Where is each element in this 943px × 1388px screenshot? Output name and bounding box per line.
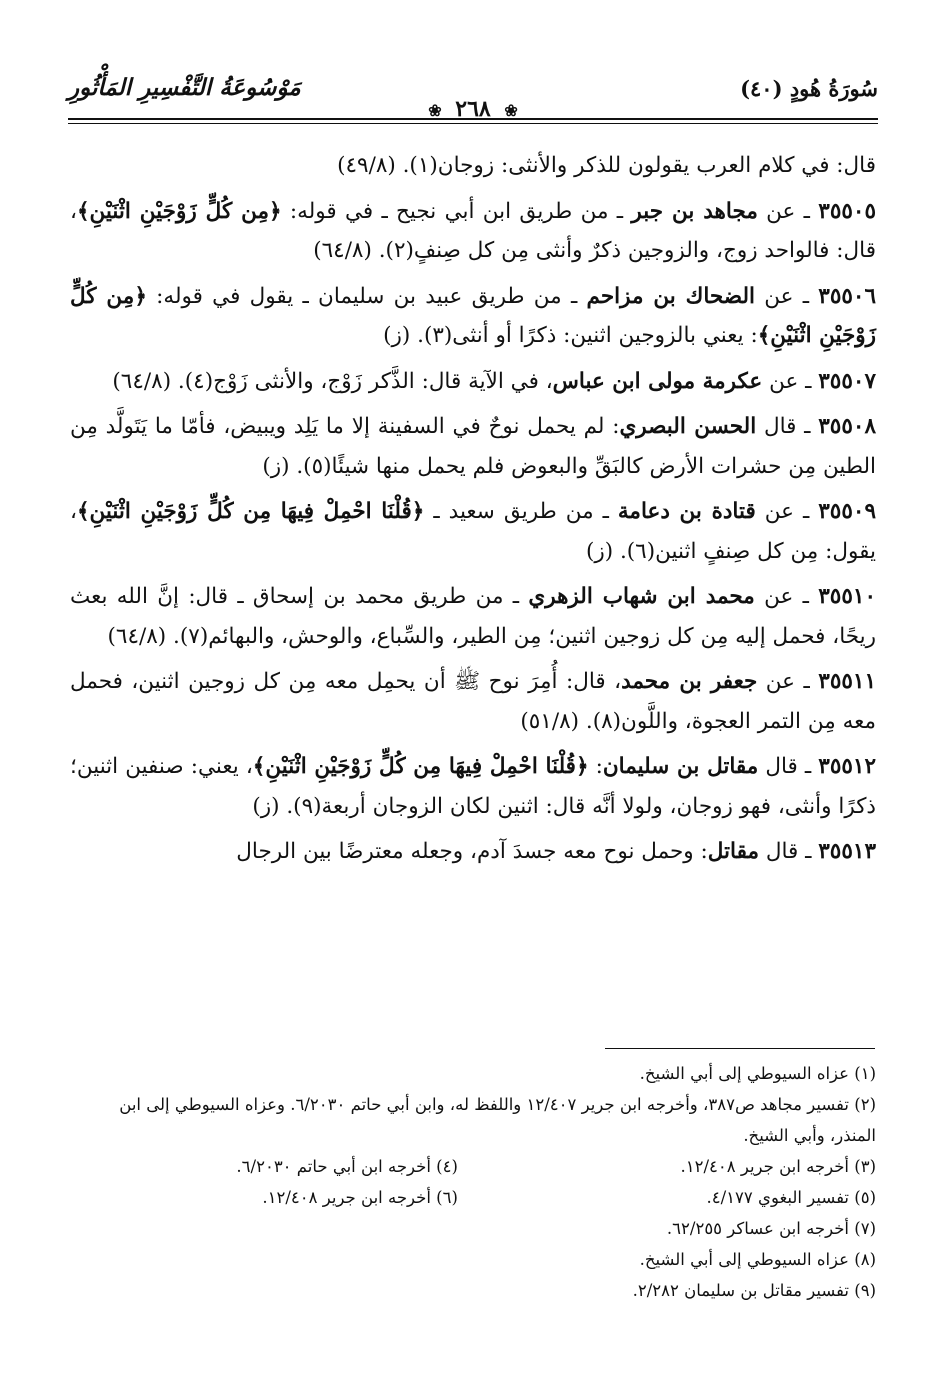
footnote: (٣) أخرجه ابن جرير ١٢/٤٠٨. [680,1157,876,1176]
narration-number: ٣٥٥٠٩ [818,499,876,524]
text: ـ من طريق سعيد ـ [424,499,618,524]
paragraph-text: قال: في كلام العرب يقولون للذكر والأنثى: زوجان(١). [395,153,876,178]
text: ، قال: فالواحد زوج، والزوجين ذكرٌ وأنثى مِن كل صِنفٍ(٢). [70,198,876,263]
narration-number: ٣٥٥١٠ [818,584,876,609]
narration-number: ٣٥٥٠٧ [818,368,876,394]
narrator-name: الضحاك بن مزاحم [586,283,755,309]
text: ـ عن [757,198,819,224]
narration-number: ٣٥٥١١ [818,669,877,694]
footnote: (٢) تفسير مجاهد ص٣٨٧، وأخرجه ابن جرير ١٢/٤٠٧ واللفظ له، وابن أبي حاتم ٦/٢٠٣٠. وعزاه السيوطي إلى ابن المنذر، وأبي الشيخ. [119,1095,876,1145]
text: ـ عن [754,584,819,609]
volume-reference: (ز) [262,453,290,479]
ornament-icon: ❀ [504,101,518,120]
volume-reference: (ز) [383,323,411,348]
narration-35506 [70,277,876,356]
text: ـ عن [754,283,819,309]
text: : لم يحمل نوحٌ في السفينة إلا ما يَلِد ويبيض، فأمّا ما يَتَولَّد مِن الطين مِن حشرات الأرض كالبَقِّ والبعوض فلم يحمل منها شيئًا(٥). [70,414,876,479]
narration-35509 [70,492,876,571]
text: ـ من طريق محمد بن إسحاق ـ قال: إنَّ الله بعث ريحًا، فحمل إليه مِن كل زوجين اثنين؛ مِن الطير، والسِّباع، والوحش، والبهائم(٧). [70,584,876,649]
text: ـ من طريق عبيد بن سليمان ـ يقول في قوله: [146,283,587,309]
narration-35511 [70,662,876,741]
footnote: (١) عزاه السيوطي إلى أبي الشيخ. [639,1064,876,1083]
footnote: (٥) تفسير البغوي ٤/١٧٧. [706,1188,876,1207]
footnote: (٧) أخرجه ابن عساكر ٦٢/٢٥٥. [666,1219,876,1238]
narration-35508 [70,407,876,486]
text: ، يقول: مِن كل صِنفٍ اثنين(٦). [70,499,876,564]
text: : [588,754,603,779]
narrator-name: محمد ابن شهاب الزهري [528,584,755,609]
footnote-row [72,1151,876,1182]
narration-35513 [70,832,876,872]
text: ، قال: أُمِرَ نوح ﷺ أن يحمِل معه مِن كل زوجين اثنين، فحمل معه مِن التمر العجوة، واللَّون(٨). [70,669,876,734]
text: ـ قال [758,839,819,864]
narration-35512 [70,747,876,826]
narration-35505 [70,192,876,271]
narration-number: ٣٥٥١٣ [818,839,876,864]
narration-35510 [70,577,876,656]
volume-reference: (٦٤/٨) [112,368,172,394]
narration-35507 [70,362,876,402]
narration-number: ٣٥٥٠٥ [818,198,877,224]
main-text [70,146,876,878]
text: : وحمل نوح معه جسدَ آدم، وجعله معترضًا بين الرجال [236,839,708,864]
quran-quote: ﴿قُلْنَا احْمِلْ فِيهَا مِن كُلٍّ زَوْجَيْنِ اثْنَيْنِ﴾ [76,499,425,524]
text: ، يعني: صنفين اثنين؛ ذكرًا وأنثى، فهو زوجان، ولولا أنَّه قال: اثنين لكان الزوجان أربعة(٩). [70,754,876,819]
quran-quote: ﴿مِن كُلٍّ زَوْجَيْنِ اثْنَيْنِ﴾ [76,198,282,224]
volume-reference: (٦٤/٨) [107,623,167,649]
quran-quote: ﴿مِن كُلٍّ زَوْجَيْنِ اثْنَيْنِ﴾ [70,283,876,348]
text: ـ من طريق ابن أبي نجيح ـ في قوله: [281,198,632,224]
page-number: ٢٦٨ [455,96,491,122]
text: ـ قال [758,754,819,779]
page-header [68,70,878,128]
footnote: (٨) عزاه السيوطي إلى أبي الشيخ. [639,1250,876,1269]
footnote-row [72,1182,876,1213]
footnote: (٦) أخرجه ابن جرير ١٢/٤٠٨. [262,1188,458,1207]
footnote: (٩) تفسير مقاتل بن سليمان ٢/٢٨٢. [632,1281,876,1300]
header-rule [68,118,878,120]
narrator-name: مقاتل بن سليمان [602,754,759,779]
narration-number: ٣٥٥١٢ [818,754,877,779]
text: ـ عن [755,499,819,524]
text: ـ عن [762,368,819,394]
narrator-name: عكرمة مولى ابن عباس [552,368,763,394]
ornament-icon: ❀ [428,101,442,120]
text: ، في الآية قال: الذَّكر زَوْج، والأنثى زَوْج(٤). [171,368,553,394]
volume-reference: (ز) [585,538,614,564]
text: ـ عن [757,669,819,694]
volume-reference: (٥١/٨) [520,708,580,734]
volume-reference: (ز) [252,793,280,819]
footnote-separator [605,1048,875,1049]
narrator-name: مقاتل [707,839,759,864]
text: ـ قال [756,414,819,439]
volume-reference: (٤٩/٨) [337,153,396,178]
footnotes [72,1058,876,1306]
narration-number: ٣٥٥٠٦ [818,283,877,309]
narrator-name: مجاهد بن جبر [631,198,758,224]
narrator-name: قتادة بن دعامة [617,499,756,524]
book-title: مَوْسُوعَةُ التَّفْسِيرِ المَأْثُورِ [68,74,301,101]
narrator-name: جعفر بن محمد [621,669,758,694]
header-rule-thin [68,123,878,124]
surah-heading: سُورَةُ هُودٍ (٤٠) [740,76,878,101]
footnote: (٤) أخرجه ابن أبي حاتم ٦/٢٠٣٠. [236,1157,458,1176]
narration-number: ٣٥٥٠٨ [818,414,876,439]
volume-reference: (٦٤/٨) [313,238,372,263]
paragraph [70,146,876,186]
text: : يعني بالزوجين اثنين: ذكرًا أو أنثى(٣). [410,323,758,348]
quran-quote: ﴿قُلْنَا احْمِلْ فِيهَا مِن كُلٍّ زَوْجَيْنِ اثْنَيْنِ﴾ [252,754,589,779]
narrator-name: الحسن البصري [619,414,757,439]
